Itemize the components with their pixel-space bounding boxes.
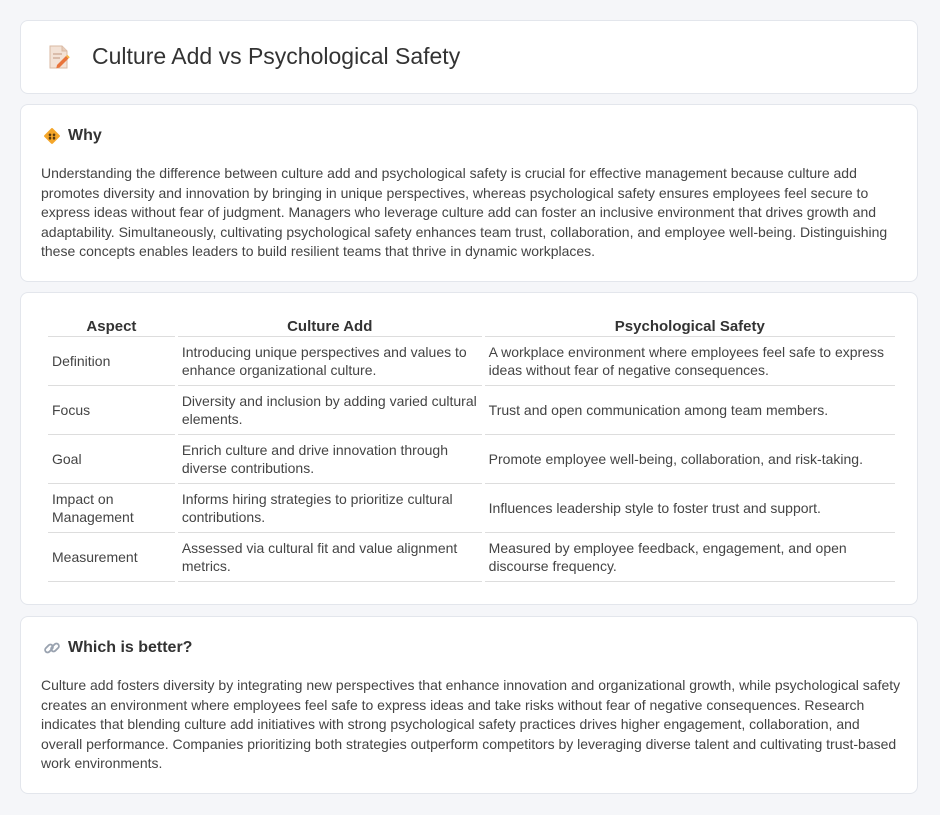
document-pencil-icon xyxy=(48,44,70,70)
table-row xyxy=(48,337,895,386)
which-better-text: Culture add fosters diversity by integrating new perspectives that enhance innovation and organizational growth, while psychological safety creates an environment where employees feel safe to express ideas and take risks without fear of negative consequences. Research indicates that blending culture add initiatives with strong psychological safety practices drives higher engagement, collaboration, and overall performance. Companies prioritizing both strategies outperform competitors by leveraging diverse talent and cultivating trust-based work environments. xyxy=(41,677,901,771)
cell-culture-add: Enrich culture and drive innovation through diverse contributions. xyxy=(178,435,482,484)
why-section xyxy=(20,104,918,282)
comparison-card xyxy=(20,292,918,605)
cell-aspect: Goal xyxy=(48,435,175,484)
cell-aspect: Definition xyxy=(48,337,175,386)
cell-psychological-safety: Influences leadership style to foster trust and support. xyxy=(485,484,895,533)
why-text: Understanding the difference between culture add and psychological safety is crucial for effective management because culture add promotes diversity and innovation by bringing in unique perspectives, whereas psychological safety ensures employees feel secure to express ideas without fear of judgment. Managers who leverage culture add can foster an inclusive environment that drives growth and adaptability. Simultaneously, cultivating psychological safety enhances team trust, collaboration, and employee well-being. Distinguishing these concepts enables leaders to build resilient teams that thrive in dynamic workplaces. xyxy=(41,165,888,259)
table-row xyxy=(48,386,895,435)
cell-culture-add: Assessed via cultural fit and value alignment metrics. xyxy=(178,533,482,582)
table-row xyxy=(48,435,895,484)
cell-aspect: Measurement xyxy=(48,533,175,582)
header-psychological-safety: Psychological Safety xyxy=(485,316,895,337)
cell-culture-add: Introducing unique perspectives and values to enhance organizational culture. xyxy=(178,337,482,386)
cell-psychological-safety: Measured by employee feedback, engagement, and open discourse frequency. xyxy=(485,533,895,582)
cell-culture-add: Informs hiring strategies to prioritize cultural contributions. xyxy=(178,484,482,533)
header-culture-add: Culture Add xyxy=(178,316,482,337)
cell-aspect: Impact on Management xyxy=(48,484,175,533)
cell-psychological-safety: Trust and open communication among team members. xyxy=(485,386,895,435)
title-card xyxy=(20,20,918,94)
link-icon xyxy=(43,639,61,657)
header-aspect: Aspect xyxy=(48,316,175,337)
table-header-row xyxy=(48,316,895,337)
which-better-section xyxy=(20,616,918,794)
which-better-heading: Which is better? xyxy=(68,639,193,656)
cell-psychological-safety: Promote employee well-being, collaboration, and risk-taking. xyxy=(485,435,895,484)
page-title: Culture Add vs Psychological Safety xyxy=(92,43,461,69)
comparison-table xyxy=(45,316,898,582)
table-row xyxy=(48,533,895,582)
why-heading: Why xyxy=(68,127,102,144)
cell-psychological-safety: A workplace environment where employees feel safe to express ideas without fear of negative consequences. xyxy=(485,337,895,386)
cell-aspect: Focus xyxy=(48,386,175,435)
diamond-people-icon xyxy=(43,127,61,145)
cell-culture-add: Diversity and inclusion by adding varied cultural elements. xyxy=(178,386,482,435)
table-row xyxy=(48,484,895,533)
